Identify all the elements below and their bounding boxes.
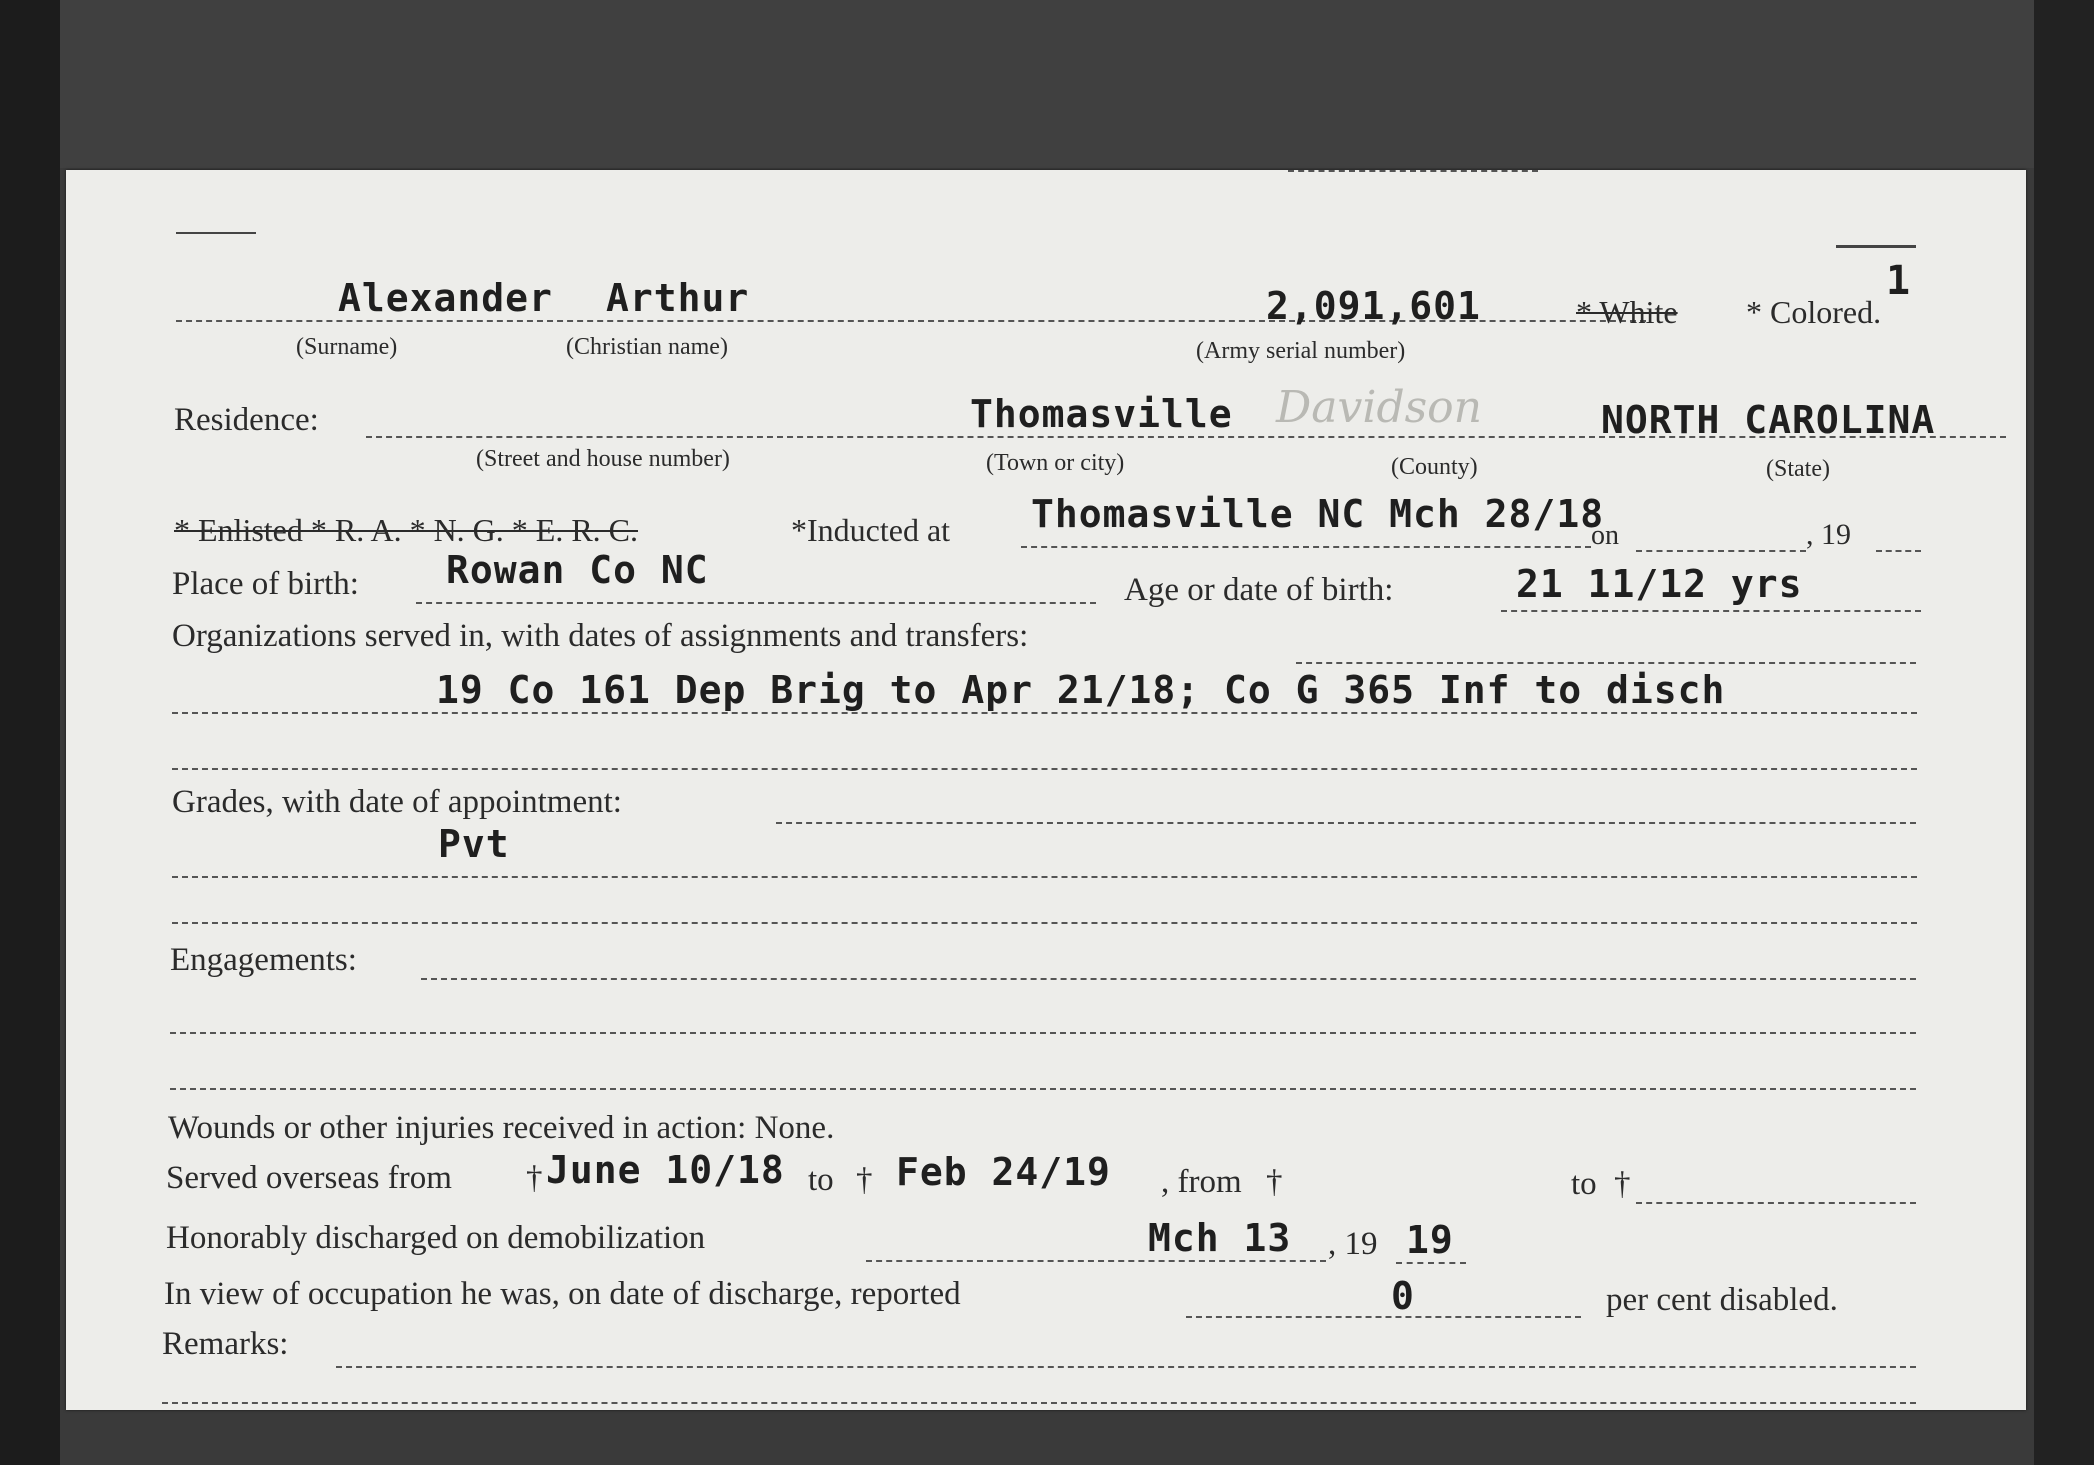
remarks-line-1 — [336, 1366, 1916, 1368]
overseas-dagger-4: † — [1614, 1166, 1631, 1202]
grades-line-3 — [172, 922, 1917, 924]
place-of-birth-label: Place of birth: — [172, 566, 359, 602]
disability-suffix: per cent disabled. — [1606, 1282, 1838, 1318]
year-line — [1876, 550, 1921, 552]
overseas-from-1-value: June 10/18 — [546, 1148, 785, 1192]
surname-value: Alexander — [338, 276, 553, 320]
inducted-line — [1021, 546, 1591, 548]
organizations-label: Organizations served in, with dates of assignments and transfers: — [172, 618, 1029, 654]
grades-label: Grades, with date of appointment: — [172, 784, 622, 820]
inducted-at-value: Thomasville NC Mch 28/18 — [1031, 492, 1605, 536]
christian-name-value: Arthur — [606, 276, 750, 320]
year-suffix-label: , 19 — [1806, 518, 1851, 551]
enlistment-struck-options: * Enlisted * R. A. * N. G. * E. R. C. — [174, 512, 639, 548]
overseas-label: Served overseas from — [166, 1160, 452, 1196]
engagements-label: Engagements: — [170, 942, 357, 978]
residence-town-value: Thomasville — [970, 392, 1233, 436]
overseas-dagger-1: † — [526, 1160, 543, 1196]
race-white-option: * White — [1576, 294, 1678, 330]
age-value: 21 11/12 yrs — [1516, 562, 1803, 606]
top-left-rule — [176, 232, 256, 234]
age-line — [1501, 610, 1921, 612]
disability-label: In view of occupation he was, on date of discharge, reported — [164, 1276, 961, 1312]
discharge-date-value: Mch 13 — [1148, 1216, 1292, 1260]
overseas-dagger-2: † — [856, 1162, 873, 1198]
discharge-year-value: 19 — [1406, 1218, 1454, 1262]
place-of-birth-line — [416, 602, 1096, 604]
street-caption: (Street and house number) — [476, 446, 730, 472]
on-label: on — [1591, 520, 1619, 551]
discharge-line — [866, 1260, 1326, 1262]
overseas-to-label: to — [808, 1162, 834, 1198]
engagements-line-2 — [170, 1032, 1916, 1034]
top-right-rule — [1836, 245, 1916, 248]
place-of-birth-value: Rowan Co NC — [446, 548, 709, 592]
inducted-at-label: *Inducted at — [791, 512, 951, 548]
county-caption: (County) — [1391, 454, 1478, 480]
film-border-right — [2034, 0, 2094, 1465]
disability-value: 0 — [1391, 1274, 1415, 1318]
residence-state-value: NORTH CAROLINA — [1601, 398, 1936, 442]
residence-label: Residence: — [174, 402, 319, 438]
wounds-label: Wounds or other injuries received in action: None. — [168, 1110, 835, 1146]
serial-number-value: 2,091,601 — [1266, 284, 1481, 328]
discharge-year-line — [1396, 1262, 1466, 1264]
remarks-line-2 — [162, 1402, 1916, 1404]
town-caption: (Town or city) — [986, 450, 1125, 476]
film-border-left — [0, 0, 60, 1465]
discharge-year-prefix: , 19 — [1328, 1226, 1378, 1262]
race-colored-option: * Colored. — [1746, 294, 1882, 330]
disability-line — [1186, 1316, 1581, 1318]
overseas-from-2-label: , from — [1161, 1164, 1242, 1200]
remarks-label: Remarks: — [162, 1326, 289, 1362]
grades-line-1 — [776, 822, 1916, 824]
service-record-card — [66, 170, 2026, 1410]
discharge-label: Honorably discharged on demobilization — [166, 1220, 706, 1256]
grades-value: Pvt — [438, 822, 510, 866]
engagements-line-1 — [421, 978, 1916, 980]
state-caption: (State) — [1766, 456, 1830, 482]
serial-number-caption: (Army serial number) — [1196, 338, 1406, 364]
overseas-to-1-value: Feb 24/19 — [896, 1150, 1111, 1194]
grades-line-2 — [172, 876, 1917, 878]
age-label: Age or date of birth: — [1124, 572, 1394, 608]
overseas-to-2-line — [1636, 1202, 1916, 1204]
surname-caption: (Surname) — [296, 334, 398, 360]
overseas-to-2-label: to — [1571, 1166, 1597, 1202]
residence-county-value: Davidson — [1276, 382, 1483, 433]
organizations-line-2 — [172, 712, 1917, 714]
overseas-from-2-line — [1288, 170, 1538, 172]
organizations-value: 19 Co 161 Dep Brig to Apr 21/18; Co G 365 Inf to disch — [436, 668, 1726, 712]
christian-name-caption: (Christian name) — [566, 334, 728, 360]
film-border-top — [60, 0, 2094, 168]
overseas-dagger-3: † — [1266, 1164, 1283, 1200]
organizations-line-3 — [172, 768, 1917, 770]
on-date-line — [1636, 550, 1806, 552]
card-number: 1 — [1886, 258, 1912, 304]
engagements-line-3 — [170, 1088, 1916, 1090]
organizations-line-1 — [1296, 662, 1916, 664]
